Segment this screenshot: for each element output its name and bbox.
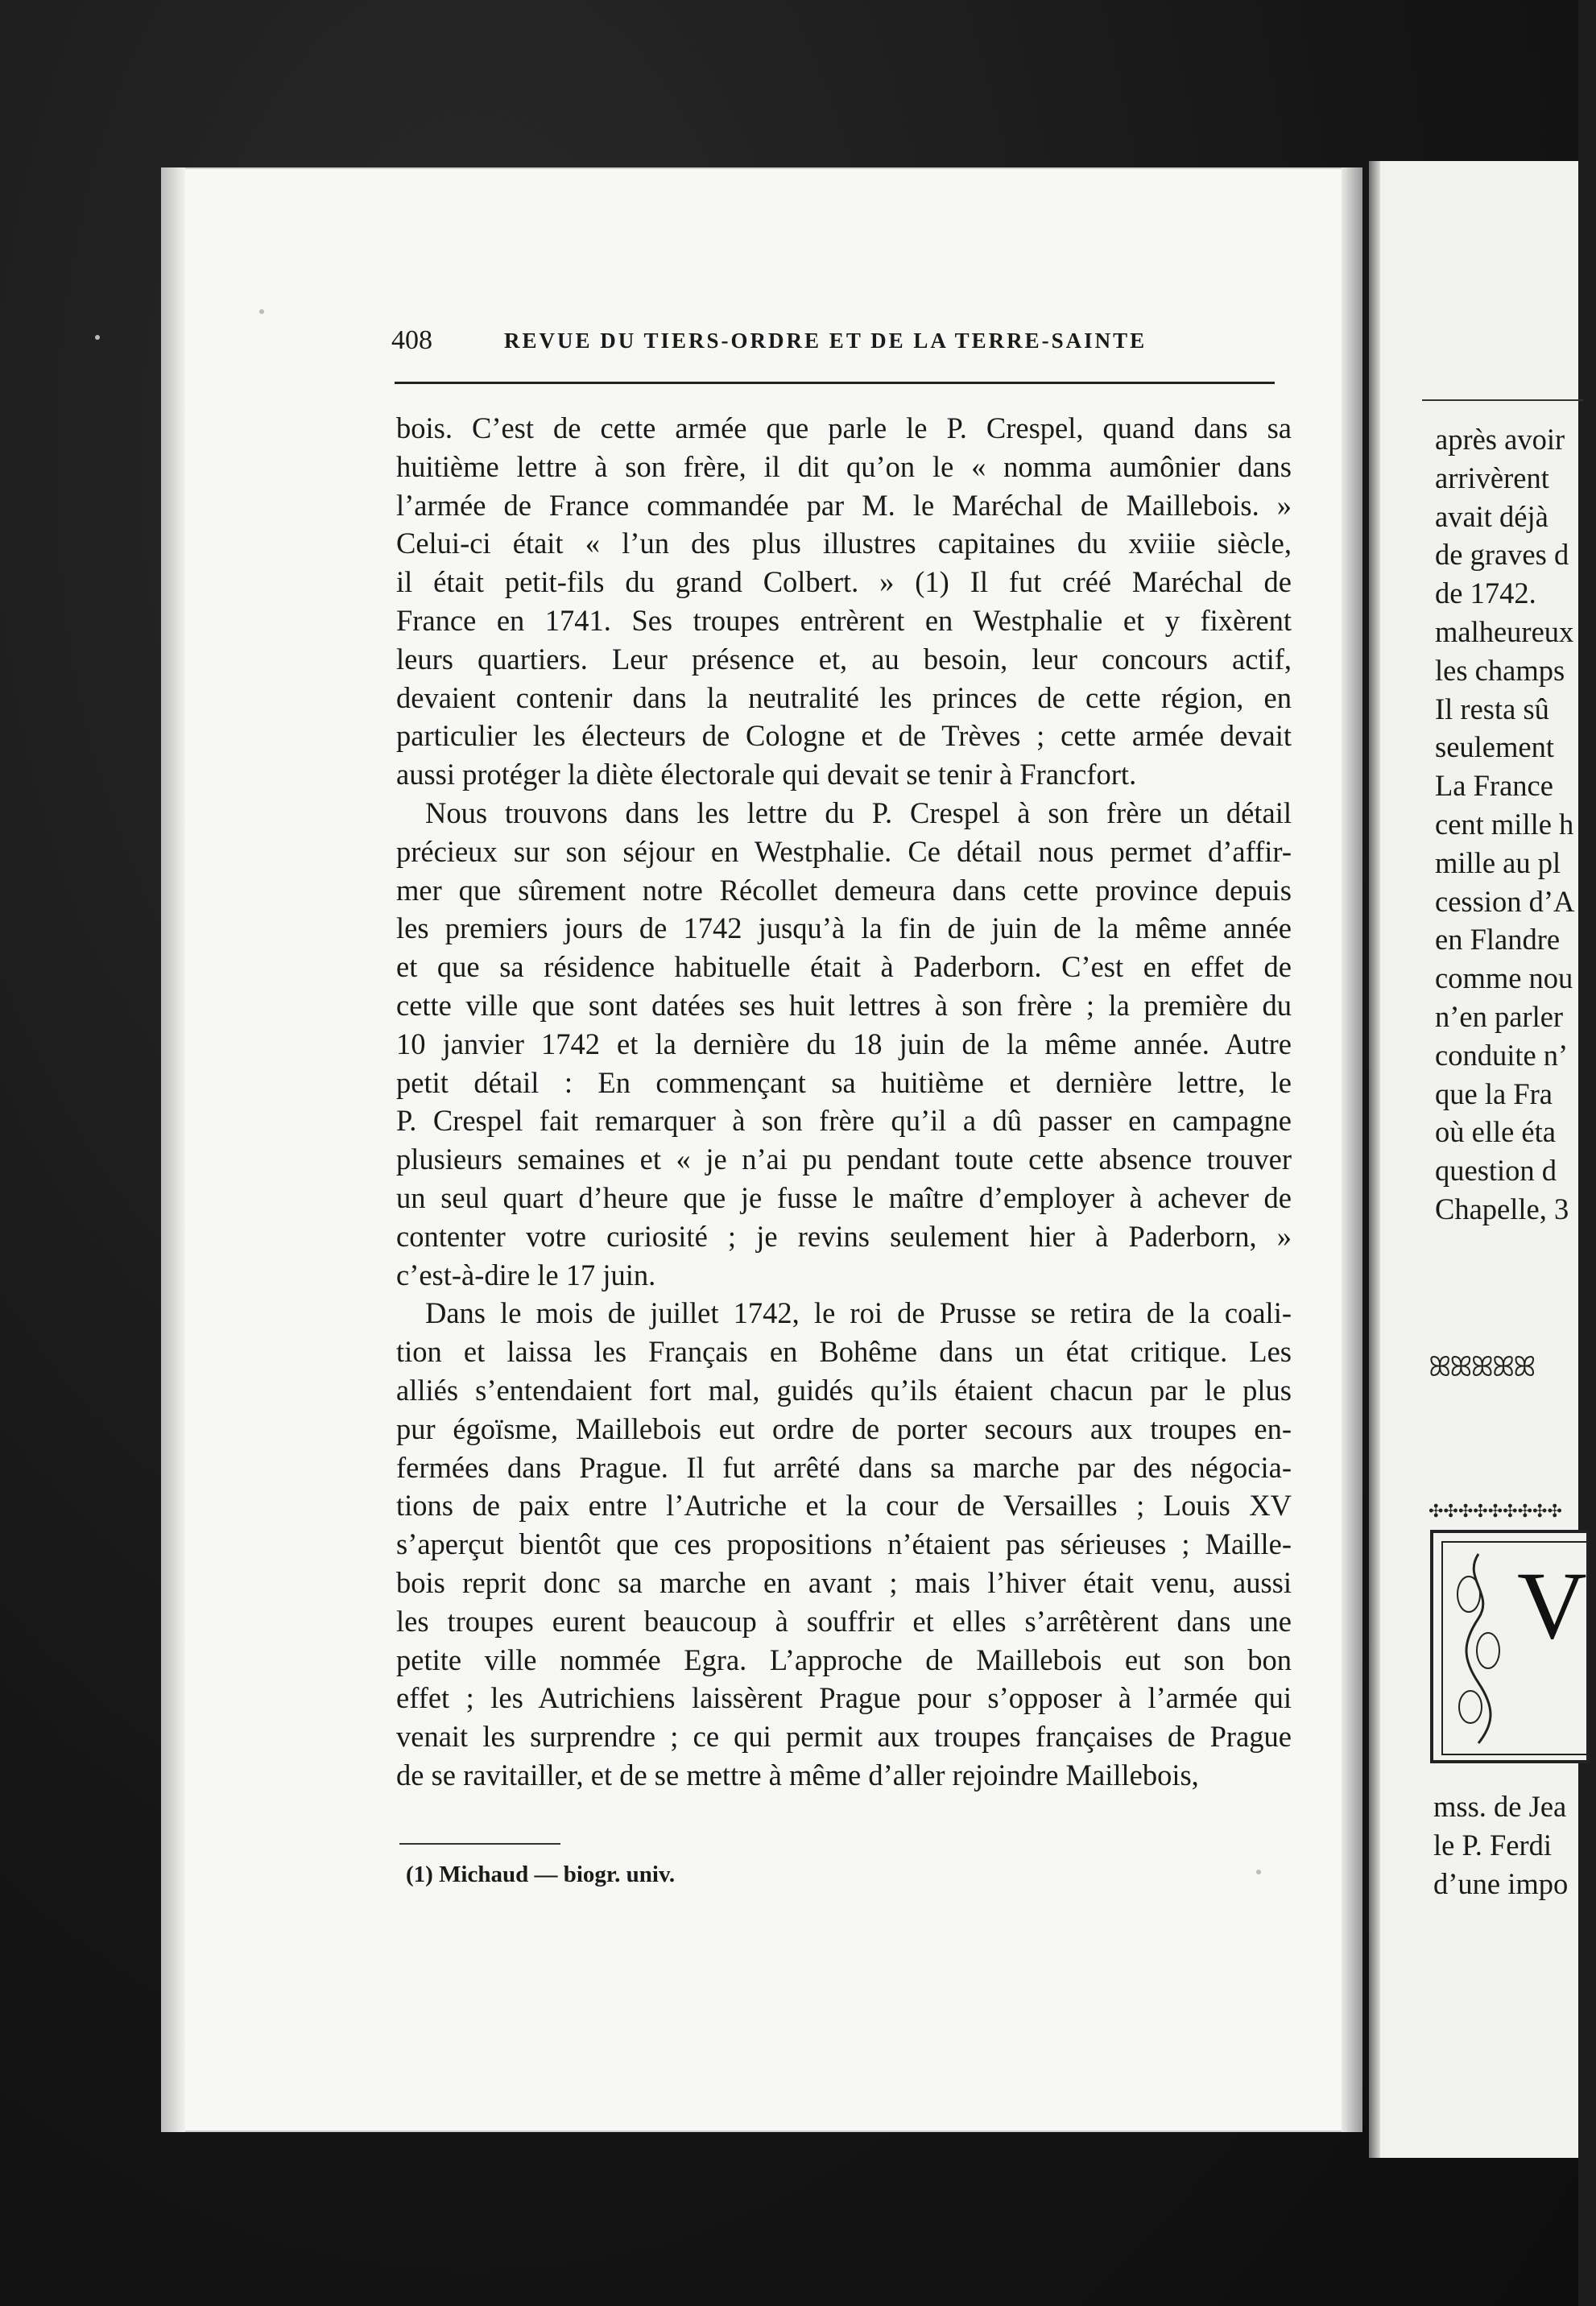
text-line: P. Crespel fait remarquer à son frère qu’il a dû passer en campagne [396,1104,1292,1138]
text-line: Celui-ci était « l’un des plus illustres capitaines du xviiie siècle, [396,527,1292,560]
right-page-line: en Flandre [1435,923,1561,957]
text-line: 10 janvier 1742 et la dernière du 18 juin de la même année. Autre [396,1027,1292,1060]
running-title: REVUE DU TIERS-ORDRE ET DE LA TERRE-SAINTE [504,329,1147,353]
text-line: tions de paix entre l’Autriche et la cour de Versailles ; Louis XV [396,1489,1292,1523]
decorated-initial [1430,1530,1590,1763]
right-page-line: arrivèrent [1435,461,1549,494]
page-number: 408 [391,325,432,355]
right-page-line: de 1742. [1435,576,1536,610]
text-line: bois. C’est de cette armée que parle le P. Crespel, quand dans sa [396,411,1292,444]
text-line: pur égoïsme, Maillebois eut ordre de porter secours aux troupes en- [396,1411,1292,1445]
text-line: précieux sur son séjour en Westphalie. Ce détail nous permet d’affir- [396,834,1292,868]
footnote: (1) Michaud — biogr. univ. [406,1862,676,1887]
page-edge-shadow [161,167,185,2132]
right-page-line: que la Fra [1435,1077,1553,1110]
text-line: un seul quart d’heure que je fusse le maître d’employer à achever de [396,1180,1292,1214]
text-line: contenter votre curiosité ; je revins seulement hier à Paderborn, » [396,1219,1292,1253]
text-line: particulier les électeurs de Cologne et de Trèves ; cette armée devait [396,719,1292,753]
right-page [1369,161,1587,2158]
text-line: aussi protéger la diète électorale qui devait se tenir à Francfort. [396,758,1137,791]
ornament-band: ꕤꕤꕤꕤꕤ [1429,1353,1535,1382]
right-page-line: mille au pl [1435,845,1561,879]
text-line: de se ravitailler, et de se mettre à même d’aller rejoindre Maillebois, [396,1758,1199,1791]
right-page-line: Chapelle, 3 [1435,1192,1569,1225]
text-line: l’armée de France commandée par M. le Maréchal de Maillebois. » [396,488,1292,522]
right-page-line: malheureux [1435,614,1574,648]
floral-ornament-icon [1446,1546,1511,1747]
text-line: France en 1741. Ses troupes entrèrent en Westphalie et y fixèrent [396,603,1292,637]
text-line: Dans le mois de juillet 1742, le roi de Prusse se retira de la coali- [425,1296,1292,1330]
text-line: et que sa résidence habituelle était à Paderborn. C’est en effet de [396,950,1292,984]
right-page-line: Il resta sû [1435,692,1549,725]
right-page-line: de graves d [1435,538,1569,572]
dust-speck [95,335,100,340]
right-page-line: seulement [1435,730,1554,764]
right-page-line: avait déjà [1435,499,1548,533]
footnote-rule [399,1843,560,1845]
right-page-line: le P. Ferdi [1433,1829,1553,1862]
right-page-line: cent mille h [1435,807,1574,841]
text-line: devaient contenir dans la neutralité les princes de cette région, en [396,680,1292,714]
text-line: petite ville nommée Egra. L’approche de Maillebois eut son bon [396,1643,1292,1676]
body-text [396,409,1292,1795]
book-spine-shadow [1342,167,1362,2132]
text-line: les troupes eurent beaucoup à souffrir et elles s’arrêtèrent dans une [396,1604,1292,1638]
right-page-line: les champs [1435,653,1565,687]
text-line: huitième lettre à son frère, il dit qu’on le « nomma aumônier dans [396,449,1292,483]
text-line: effet ; les Autrichiens laissèrent Prague pour s’opposer à l’armée qui [396,1681,1292,1715]
text-line: alliés s’entendaient fort mal, guidés qu’ils étaient chacun par le plus [396,1373,1292,1407]
gutter-shadow [1369,161,1380,2158]
right-page-line: où elle éta [1435,1115,1556,1149]
text-line: fermées dans Prague. Il fut arrêté dans sa marche par des négocia- [396,1450,1292,1484]
right-page-line: conduite n’ [1435,1038,1569,1072]
text-line: les premiers jours de 1742 jusqu’à la fin de juin de la même année [396,911,1292,945]
right-page-line: comme nou [1435,961,1573,995]
text-line: cette ville que sont datées ses huit lettres à son frère ; la première du [396,988,1292,1022]
text-line: petit détail : En commençant sa huitième et dernière lettre, le [396,1065,1292,1099]
text-line: tion et laissa les Français en Bohême dans un état critique. Les [396,1335,1292,1369]
right-page-line: n’en parler [1435,999,1564,1033]
decorated-initial-frame [1441,1541,1590,1755]
text-line: plusieurs semaines et « je n’ai pu pendant toute cette absence trouver [396,1143,1292,1176]
page-header [391,325,1277,366]
right-page-line: après avoir [1435,423,1565,456]
right-page-line: d’une impo [1433,1867,1569,1900]
text-line: venait les surprendre ; ce qui permit aux troupes françaises de Prague [396,1720,1292,1754]
text-line: bois reprit donc sa marche en avant ; mais l’hiver était venu, aussi [396,1565,1292,1599]
right-page-text-after-initial [1433,1787,1594,1903]
right-page-line: question d [1435,1154,1557,1188]
dust-speck [259,309,264,314]
dropcap-letter: V [1517,1552,1587,1659]
right-page-header-rule [1422,399,1583,401]
text-line: il était petit-fils du grand Colbert. » (1) Il fut créé Maréchal de [396,565,1292,599]
text-line: Nous trouvons dans les lettre du P. Crespel à son frère un détail [425,796,1292,829]
right-page-line: cession d’A [1435,884,1575,918]
fleuron-row: ✣✣✣✣✣✣✣✣✣ [1429,1501,1562,1521]
right-page-text [1435,420,1596,1229]
text-line: leurs quartiers. Leur présence et, au besoin, leur concours actif, [396,642,1292,676]
header-rule [395,382,1275,384]
right-page-line: mss. de Jea [1433,1790,1567,1823]
right-page-line: La France [1435,769,1553,803]
text-line: c’est-à-dire le 17 juin. [396,1258,656,1291]
text-line: s’aperçut bientôt que ces propositions n’étaient pas sérieuses ; Maille- [396,1527,1292,1561]
text-line: mer que sûrement notre Récollet demeura dans cette province depuis [396,873,1292,907]
dust-speck [1256,1870,1261,1874]
